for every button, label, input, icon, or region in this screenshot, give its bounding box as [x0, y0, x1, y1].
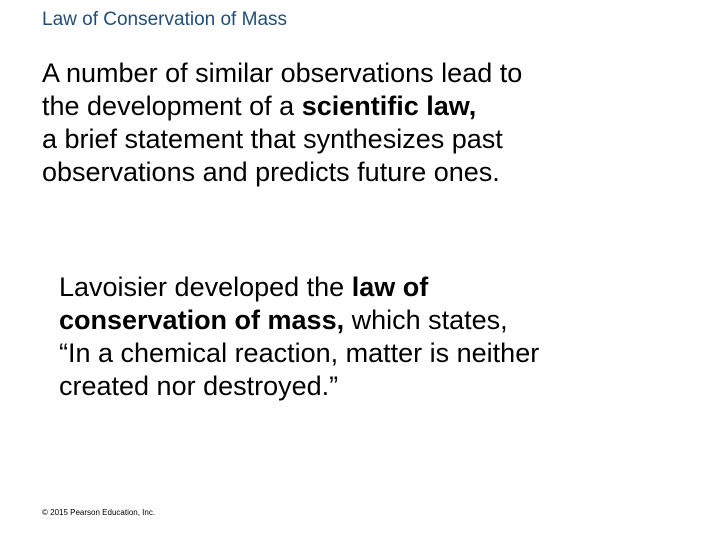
lavoisier-line-3: “In a chemical reaction, matter is neither: [59, 338, 540, 368]
lavoisier-line-2-text: which states,: [344, 305, 508, 335]
lavoisier-line-1: [59, 271, 539, 304]
intro-line-4: observations and predicts future ones.: [42, 157, 500, 187]
intro-line-2-text: the development of a: [42, 91, 302, 121]
lavoisier-line-4: created nor destroyed.”: [59, 371, 339, 401]
copyright-notice: © 2015 Pearson Education, Inc.: [42, 508, 156, 517]
intro-line-2: [42, 90, 522, 123]
lavoisier-line-2: [59, 304, 539, 337]
intro-paragraph: [42, 57, 522, 189]
lavoisier-line-1-text: Lavoisier developed the: [59, 272, 352, 302]
conservation-of-mass-term: conservation of mass,: [59, 305, 345, 335]
intro-line-1: A number of similar observations lead to: [42, 58, 523, 88]
intro-line-3: a brief statement that synthesizes past: [42, 124, 503, 154]
law-of-term: law of: [351, 272, 429, 302]
scientific-law-term: scientific law,: [301, 91, 477, 121]
slide-title: Law of Conservation of Mass: [42, 9, 288, 30]
lavoisier-paragraph: [59, 271, 539, 403]
